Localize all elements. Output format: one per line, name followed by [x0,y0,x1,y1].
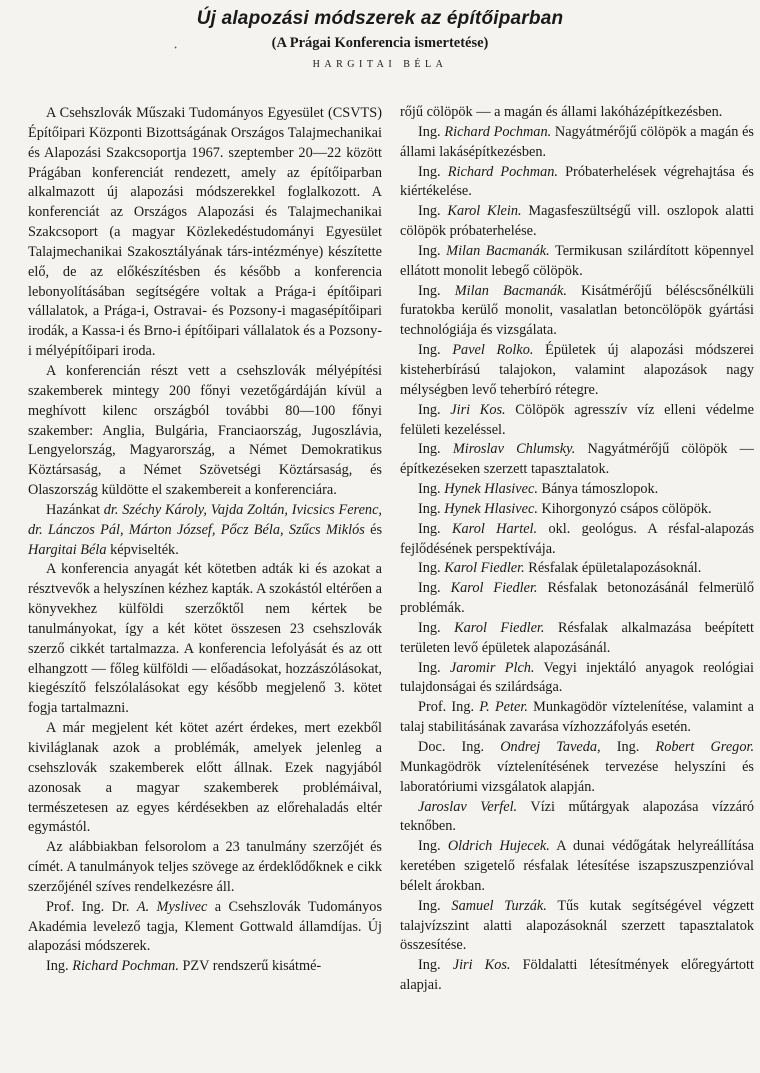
entry-author: Jiri Kos. [450,401,506,418]
entry-title: Kihorgonyzó csápos cölöpök. [541,500,712,517]
entry-title: Bánya támoszlopok. [541,481,659,498]
entry-author: Jiri Kos. [452,957,511,974]
paragraph-volumes: A konferencia anyagát két kötetben adták ki és azokat a résztvevők a helyszínen kézhez kapták. A szokástól eltérően a könyvekhez külföldi szerzőktől nem kértek be tanulmányokat, így a két kötet összesen 23 csehszlovák szerző cikkét tartalmazza. A konferencia lefolyását és az ott elhangzott — főleg külföldi — előadásokat, hozzászólásokat, kiegészítő felszólalásokat egy később megjelenő 3. kötet fogja tartalmazni. [28,561,382,717]
entry-author: Jaromir Plch. [449,659,535,676]
delegates-last: Hargitai Béla [28,541,107,558]
list-item [28,957,382,977]
entry-prefix: Ing. [418,282,441,299]
entry-title: Munkagödrök víztelenítésének tervezése helyszíni és laboratóriumi vizsgálatok alapján. [400,758,754,795]
entry-prefix: Ing. [418,619,441,636]
entry-title: Résfalak betonozásánál felmerülő problémák. [400,580,755,617]
entry-author: P. Peter. [479,699,528,716]
entry-title: Vegyi injektáló anyagok reológiai tulajdonságai és szilárdsága. [400,659,754,696]
entry-prefix: Ing. [418,123,441,140]
right-column [400,103,754,996]
entry-author: Samuel Turzák. [451,897,547,914]
list-item [400,480,754,500]
list-item [400,956,754,996]
entry-title: Tűs kutak segítségével végzett talajvízszint alatti alapozásoknál szerzett tapasztalatok összesítése. [400,897,754,954]
entry-prefix: Ing. [418,520,441,537]
entry-title: Termikusan szilárdított köpennyel ellátott monolit lebegő cölöpök. [400,242,754,279]
paragraph-participants: A konferencián részt vett a csehszlovák mélyépítési szakemberek mintegy 200 főnyi vezetőgárdáján kívül a meghívott kilenc országból további 80—100 főnyi szakember: Anglia, Bulgária, Franciaország, Jugoszlávia, Lengyelország, Magyarország, a Német Demokratikus Köztársaság, a Német Szövetségi Köztársaság, és Olaszország küldötte el szakembereit a konferenciára. [28,362,382,499]
entry-title: A dunai védőgátak helyreállítása keretében szigetelő résfalak létesítése iszapszuszpenzióval bélelt árokban. [400,838,755,894]
entry-title: Földalatti létesítmények előregyártott alapjai. [400,957,755,994]
entry-title: Kisátmérőjű béléscsőnélküli furatokba kerülő monolit, vasalatlan betoncölöpök gyártási technológiája és vizsgálata. [400,282,755,339]
entry-prefix: Ing. [46,958,69,975]
paper-list [400,123,754,996]
list-item [400,440,754,480]
entry-author: Hynek Hlasivec. [444,500,538,517]
list-item [400,341,754,401]
paragraph-problems: A már megjelent két kötet azért érdekes, mert ezekből kiviláglanak azok a problémák, amelyek jelenleg a csehszlovák szakemberek előtt állnak. Ezek nagyjából azonosak a magyar szakemberek problémáival, természetesen az egyes kérdésekben az előrehaladás eltér egymástól. [28,720,382,836]
list-item [400,123,754,163]
entry-title: okl. geológus. A résfal-alapozás fejlődésének perspektívája. [400,520,755,557]
list-item [400,242,754,282]
entry-title: PZV rendszerű kisátmé- [182,958,322,975]
stray-mark: ꞏ [174,43,178,54]
entry-author: Hynek Hlasivec. [444,481,538,498]
entry-prefix: Ing. [418,401,441,418]
entry-title: Résfalak épületalapozásoknál. [528,560,702,577]
entry-title: a Csehszlovák Tudományos Akadémia levelező tagja, Klement Gottwald államdíjas. Új alapozási módszerek. [28,898,383,955]
list-item [400,897,754,957]
entry-title: Nagyátmérőjű cölöpök a magán és állami lakásépítkezésben. [400,123,754,160]
entry-title: Vízi műtárgyak alapozása vízzáró teknőben. [400,798,754,835]
entry-author: A. Myslivec [136,898,208,915]
left-column [28,104,382,977]
entry-author: Pavel Rolko. [452,342,534,359]
article-subtitle: (A Prágai Konferencia ismertetése) [271,35,489,51]
entry-prefix: Ing. [418,957,441,974]
entry-prefix: Ing. [418,838,441,855]
list-item [400,520,754,560]
entry-author: Karol Fiedler. [454,619,545,636]
list-item [400,738,754,798]
paragraph-list-intro: Az alábbiakban felsorolom a 23 tanulmány szerzőjét és címét. A tanulmányok teljes szövege az érdeklődőknek e cikk szerzőjénél szíves rendelkezésre áll. [28,839,382,895]
list-item [400,401,754,441]
entry-title: Nagyátmérőjű cölöpök — építkezéseken szerzett tapasztalatok. [400,441,754,478]
entry-prefix: Ing. [418,242,441,259]
article-author: HARGITAI BÉLA [312,59,448,70]
entry-prefix: Ing. [418,580,441,597]
list-item [400,798,754,838]
list-item [400,698,754,738]
entry-author: Milan Bacmanák. [446,242,550,259]
entry-prefix: Doc. Ing. [418,739,485,755]
list-item [400,837,754,897]
list-item [400,619,754,659]
entry-author: Karol Hartel. [452,520,538,537]
list-item [400,202,754,242]
entry-prefix: Ing. [418,203,441,220]
delegates-and: és [370,521,383,538]
list-item [28,898,382,958]
entry-title: Magasfeszültségű vill. oszlopok alatti cölöpök próbaterhelése. [400,203,754,240]
article-title: Új alapozási módszerek az építőiparban [196,8,564,29]
delegates-tail: képviselték. [110,541,179,558]
entry-author: Karol Klein. [447,203,522,220]
entry-author: Karol Fiedler. [444,560,525,577]
article-header [0,0,760,70]
list-item [400,579,754,619]
entry-prefix: Ing. [418,560,441,577]
entry-title: Próbaterhelések végrehajtása és kiértékelése. [400,163,754,200]
list-item [400,282,754,342]
paragraph-hungarian-delegates [28,501,382,561]
entry-title: Munkagödör víztelenítése, valamint a talaj stabilitásának zavarása vízhozzáfolyás esetén. [400,699,754,736]
continued-entry: rőjű cölöpök — a magán és állami lakóházépítkezésben. [400,104,723,120]
entry-title: Cölöpök agresszív víz elleni védelme felületi kezeléssel. [400,401,754,438]
entry-author: Miroslav Chlumsky. [452,441,576,458]
entry-title: Épületek új alapozási módszerei kisteherbírású talajokon, valamint alapozások nagy mélységben levő teherbíró rétegre. [400,342,754,398]
entry-prefix: Ing. [418,481,441,498]
entry-prefix: Ing. [418,441,441,458]
list-item [400,559,754,579]
entry-prefix: Ing. [418,897,441,914]
delegates-lead: Hazánkat [46,501,100,518]
entry-author: Oldrich Hujecek. [447,838,550,855]
entry-prefix: Ing. [418,500,441,517]
list-item [400,163,754,203]
entry-author: Karol Fiedler. [450,580,538,597]
entry-prefix: Ing. [418,659,441,676]
entry-author: Milan Bacmanák. [454,282,567,299]
entry-author: Richard Pochman. [444,123,552,140]
entry-prefix: Prof. Ing. Dr. [46,898,130,915]
entry-author: Ondrej Taveda, [500,739,601,755]
entry-author: Jaroslav Verfel. [418,798,518,815]
entry-author: Richard Pochman. [447,163,558,180]
delegates-names: dr. Széchy Károly, Vajda Zoltán, Ivicsics Ferenc, dr. Lánczos Pál, Márton József, Pőcz Béla, Szűcs Miklós [28,501,382,538]
entry-prefix: Ing. [418,342,441,359]
paragraph-intro: A Csehszlovák Műszaki Tudományos Egyesület (CSVTS) Építőipari Központi Bizottságának Országos Talajmechanikai és Alapozási Szakcsoportja 1967. szeptember 20—22 között Prágában konferenciát rendezett, amely az építőiparban alkalmazott új alapozási módszerekkel foglalkozott. A konferenciát az Országos Alapozási és Talajmechanikai Szakcsoport (a magyar Közlekedéstudományi Egyesület Talajmechanikai Szakosztályának társ-intézménye) készítette elő, de az előkészítésben és később a konferencia lebonyolításában segítségére voltak a Prága-i építőipari vállalatok, a Prága-i, Ostravai- és Pozsony-i magasépítőipari irodák, a Kassa-i és Brno-i építőipari vállalatok és a Pozsony-i mélyépítőipari iroda. [28,105,382,360]
entry-author: Robert Gregor. [655,739,755,755]
entry-prefix: Prof. Ing. [418,699,475,716]
entry-title: Résfalak alkalmazása beépített területen levő épületek alapozásánál. [400,619,754,656]
entry-prefix: Ing. [616,739,640,755]
entry-author: Richard Pochman. [72,958,179,975]
list-item [400,659,754,699]
list-item [400,500,754,520]
entry-prefix: Ing. [418,163,441,180]
